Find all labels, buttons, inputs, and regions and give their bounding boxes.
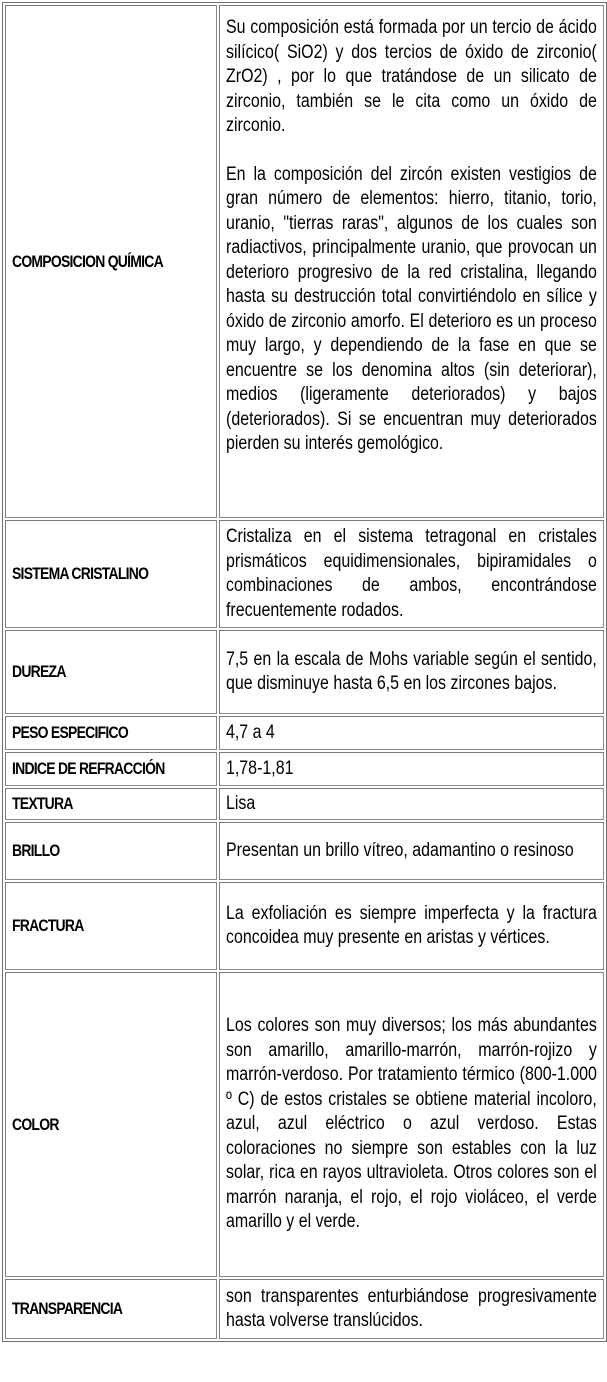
table-row — [5, 822, 604, 880]
row-value-paragraph: La exfoliación es siempre imperfecta y la fractura concoidea muy presente en aristas y vértices. — [226, 902, 597, 948]
row-label-color — [5, 972, 217, 1277]
row-label-peso — [5, 716, 217, 750]
row-value-paragraph: son transparentes enturbiándose progresivamente hasta volverse translúcidos. — [226, 1285, 597, 1331]
row-value-paragraph: 7,5 en la escala de Mohs variable según el sentido, que disminuye hasta 6,5 en los zircones bajos. — [226, 648, 597, 694]
row-label-transparencia — [5, 1279, 217, 1339]
table-row — [5, 5, 604, 518]
row-label-text: DUREZA — [12, 662, 66, 681]
table-row — [5, 716, 604, 750]
row-value-paragraph: 1,78-1,81 — [226, 757, 294, 779]
row-label-text: FRACTURA — [12, 916, 84, 935]
row-value-color — [219, 972, 604, 1277]
row-value-paragraph: Lisa — [226, 792, 256, 814]
row-label-text: SISTEMA CRISTALINO — [12, 564, 149, 583]
row-label-textura — [5, 788, 217, 820]
zircon-properties-table — [2, 2, 607, 1342]
row-value-peso — [219, 716, 604, 750]
row-value-paragraph: Cristaliza en el sistema tetragonal en cristales prismáticos equidimensionales, bipiramidales o combinaciones de ambos, encontrándose frecuentemente rodados. — [226, 526, 597, 621]
row-label-brillo — [5, 822, 217, 880]
table-row — [5, 788, 604, 820]
row-value-indice — [219, 752, 604, 786]
table-row — [5, 972, 604, 1277]
properties-sheet — [2, 2, 603, 1342]
table-row — [5, 752, 604, 786]
row-value-paragraph: Los colores son muy diversos; los más abundantes son amarillo, amarillo-marrón, marrón-rojizo y marrón-verdoso. Por tratamiento térmico (800-1.000 º C) de estos cristales se obtiene material incoloro, azul, azul eléctrico o azul verdoso. Estas coloraciones no siempre son estables con la luz solar, rica en rayos ultravioleta. Otros colores son el marrón naranja, el rojo, el rojo violáceo, el verde amarillo y el verde. — [226, 1015, 597, 1233]
table-row — [5, 882, 604, 970]
row-label-text: TEXTURA — [12, 794, 73, 813]
row-label-composicion — [5, 5, 217, 518]
row-value-composicion — [219, 5, 604, 518]
row-label-indice — [5, 752, 217, 786]
row-value-transparencia — [219, 1279, 604, 1339]
row-label-text: TRANSPARENCIA — [12, 1299, 123, 1318]
table-row — [5, 630, 604, 714]
row-label-text: BRILLO — [12, 841, 60, 860]
row-label-text: COLOR — [12, 1114, 59, 1134]
row-label-dureza — [5, 630, 217, 714]
row-value-paragraph: 4,7 a 4 — [226, 721, 275, 743]
row-value-sistema — [219, 520, 604, 628]
row-value-paragraph: En la composición del zircón existen vestigios de gran número de elementos: hierro, titanio, torio, uranio, "tierras raras", algunos de los cuales son radiactivos, principalmente uranio, que provocan un deterioro progresivo de la red cristalina, llegando hasta su destrucción total convirtiéndolo en sílice y óxido de zirconio amorfo. El deterioro es un proceso muy largo, y dependiendo de la fase en que se encuentre se los denomina altos (sin deteriorar), medios (ligeramente deteriorados) y bajos (deteriorados). Si se encuentran muy deteriorados pierden su interés gemológico. — [226, 163, 597, 454]
row-label-text: PESO ESPECIFICO — [12, 723, 128, 742]
row-value-dureza — [219, 630, 604, 714]
row-label-text: COMPOSICION QUÍMICA — [12, 251, 163, 271]
row-label-text: INDICE DE REFRACCIÓN — [12, 759, 165, 778]
row-value-fractura — [219, 882, 604, 970]
table-row — [5, 1279, 604, 1339]
row-value-paragraph: Presentan un brillo vítreo, adamantino o resinoso — [226, 839, 574, 861]
row-label-sistema — [5, 520, 217, 628]
row-value-brillo — [219, 822, 604, 880]
table-row — [5, 520, 604, 628]
row-label-fractura — [5, 882, 217, 970]
row-value-textura — [219, 788, 604, 820]
row-value-paragraph: Su composición está formada por un tercio de ácido silícico( SiO2) y dos tercios de óxido de zirconio( ZrO2) , por lo que tratándose de un silicato de zirconio, también se le cita como un óxido de zirconio. — [226, 17, 597, 136]
